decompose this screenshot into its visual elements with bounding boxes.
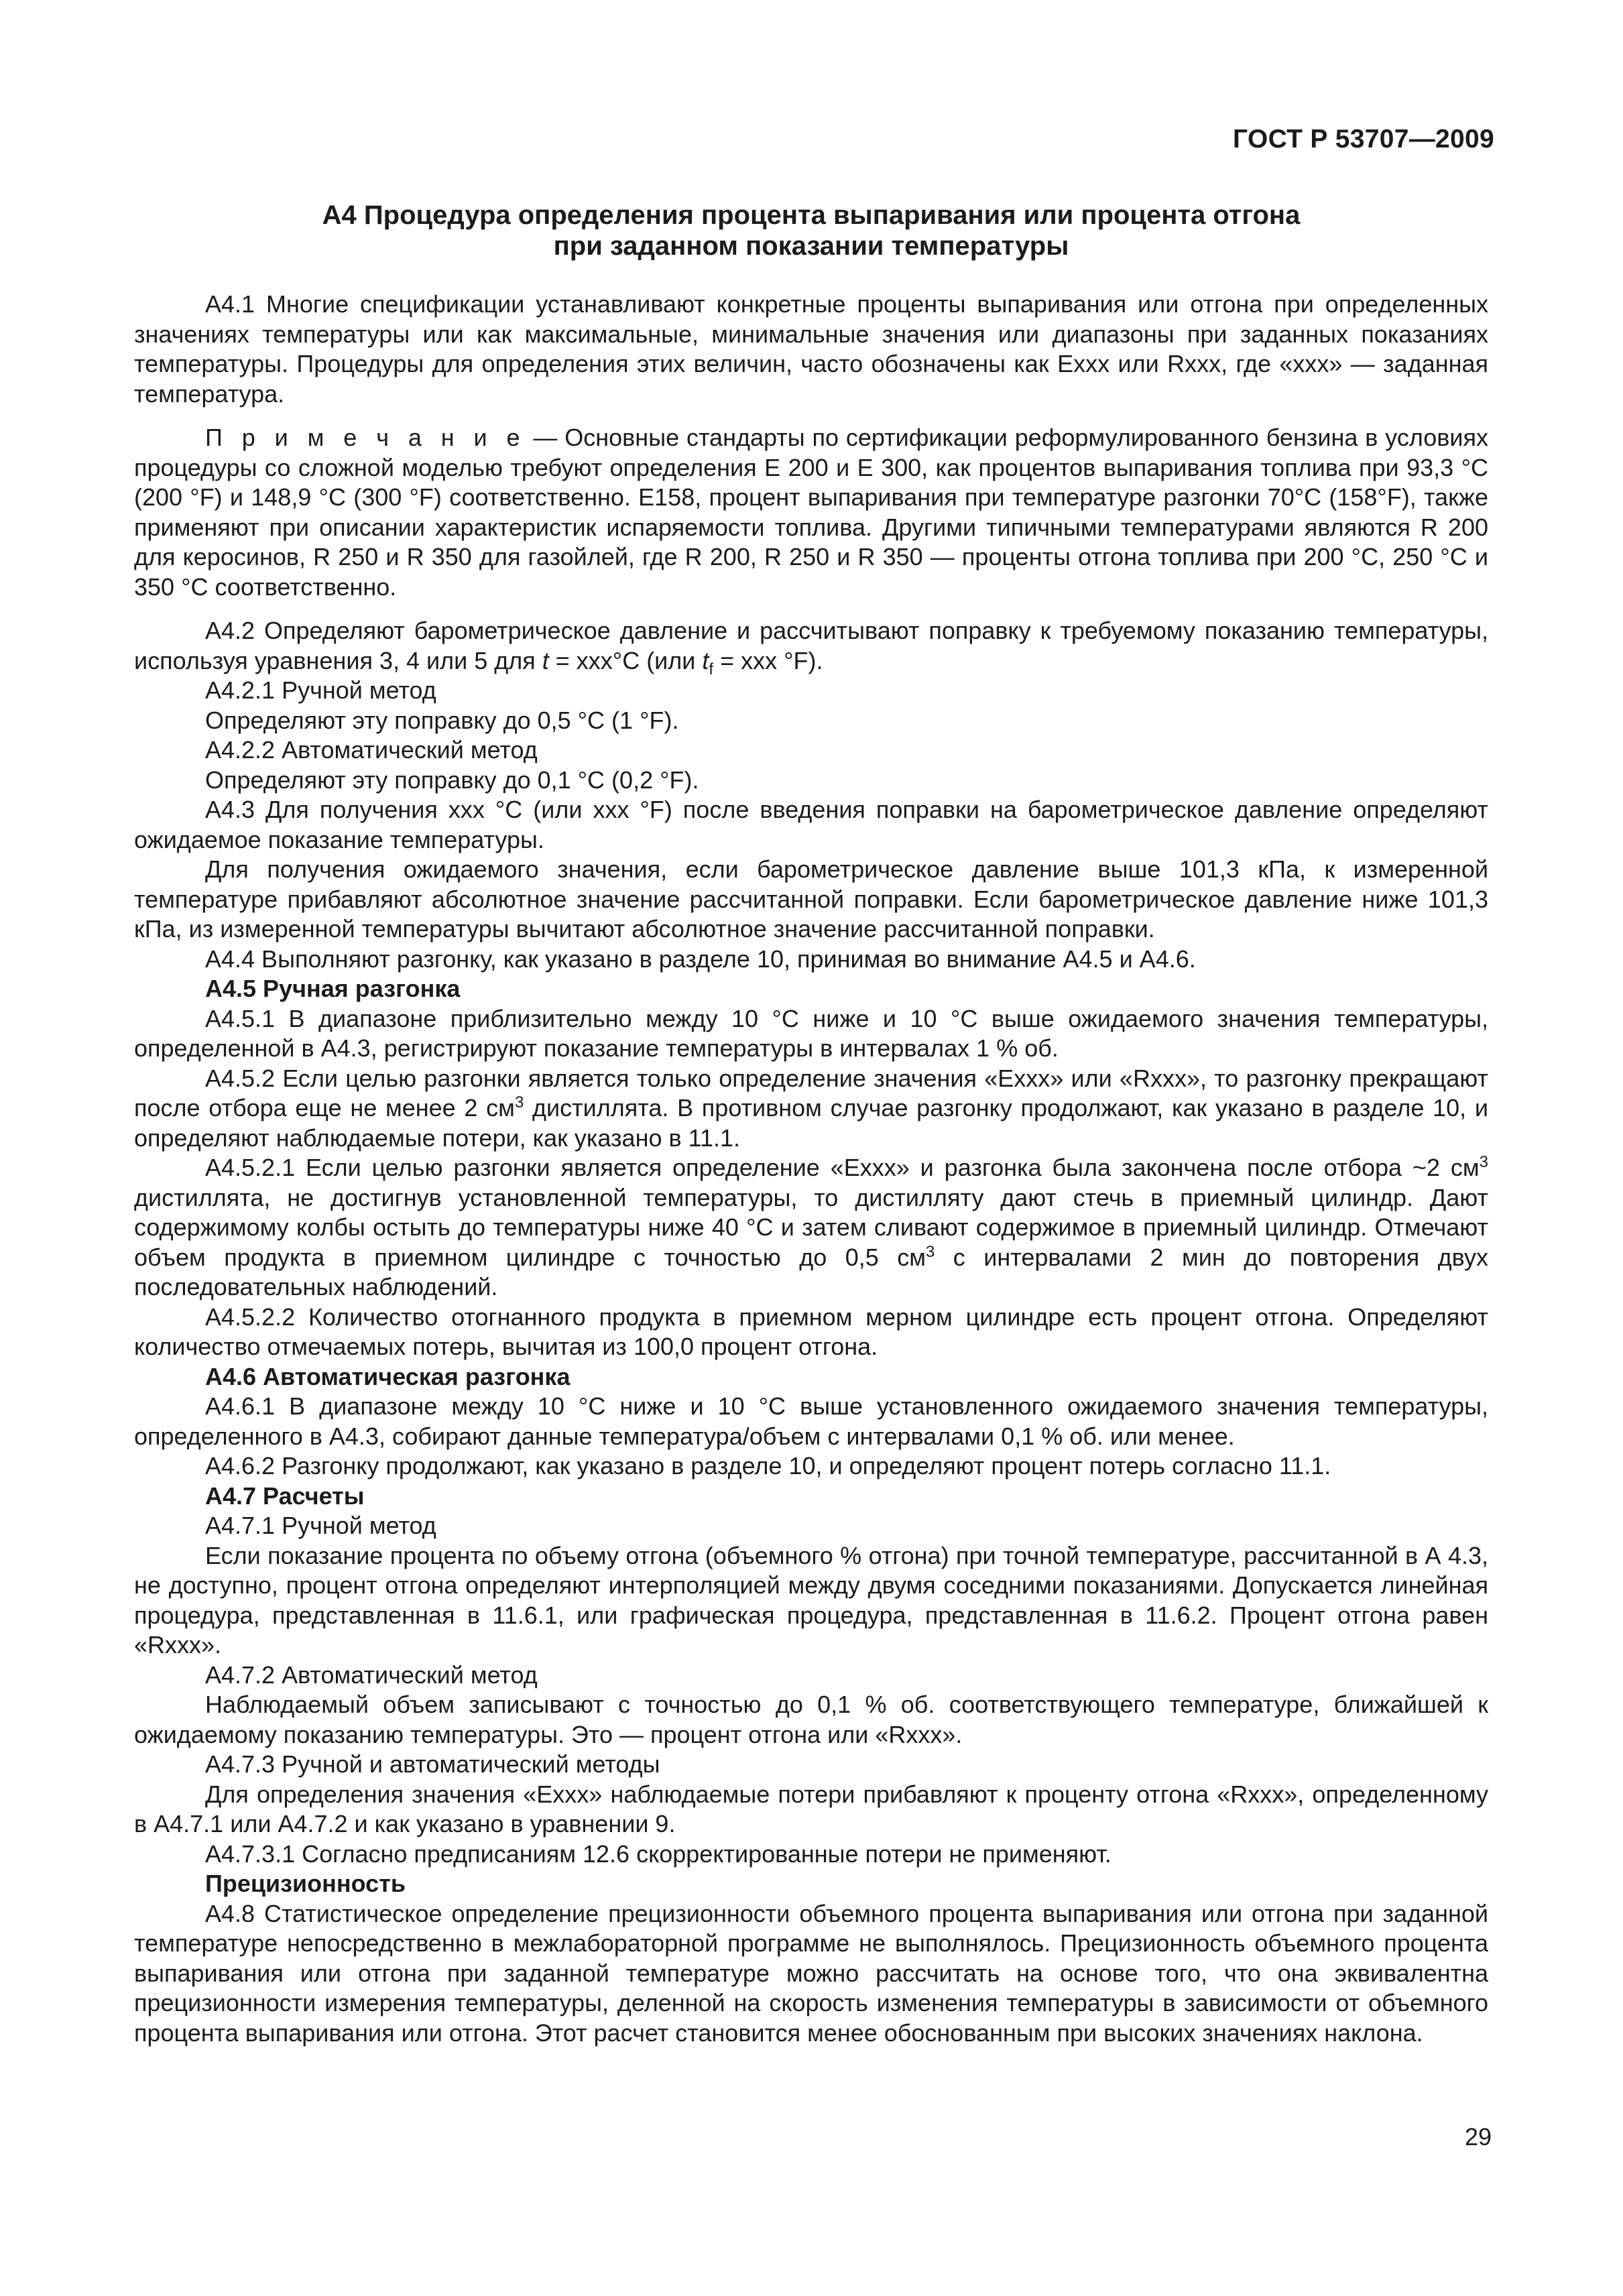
paragraph-a4-7-1: А4.7.1 Ручной метод xyxy=(205,1512,436,1539)
section-title-line-1: А4 Процедура определения процента выпаривания или процента отгона xyxy=(322,200,1301,230)
paragraph-a4-5-2-1 xyxy=(134,1153,1488,1303)
paragraph-a4-3-b: Для получения ожидаемого значения, если барометрическое давление выше 101,3 кПа, к измеренной температуре прибавляют абсолютное значение рассчитанной поправки. Если барометрическое давление ниже 101,3 кПа, из измеренной температуры вычитают абсолютное значение рассчитанной поправки. xyxy=(134,855,1488,943)
paragraph-a4-2-2-text: Определяют эту поправку до 0,1 °С (0,2 °F). xyxy=(205,766,699,794)
a4-2-text-2: = xxx°С (или xyxy=(548,646,703,674)
a4-2-var-tf-sub: f xyxy=(709,660,714,678)
heading-a4-5: А4.5 Ручная разгонка xyxy=(205,975,461,1002)
paragraph-a4-5-2-2: А4.5.2.2 Количество отогнанного продукта в приемном мерном цилиндре есть процент отгона. Определяют количество отмечаемых потерь, вычитая из 100,0 процент отгона. xyxy=(134,1303,1488,1360)
a4-5-2-sup: 3 xyxy=(514,1093,524,1111)
a4-2-text-3: = xxx °F). xyxy=(713,646,823,674)
paragraph-a4-7-1-text: Если показание процента по объему отгона (объемного % отгона) при точной температуре, рассчитанной в А 4.3, не доступно, процент отгона определяют интерполяцией между двумя соседними показаниями. Допускается линейная процедура, представленная в 11.6.1, или графическая процедура, представленная в 11.6.2. Процент отгона равен «Rxxx». xyxy=(134,1541,1488,1658)
note-text: — Основные стандарты по сертификации реформулированного бензина в условиях процедуры со сложной моделью требуют определения Е 200 и Е 300, как процентов выпаривания топлива при 93,3 °С (200 °F) и 148,9 °С (300 °F) соответственно. Е158, процент выпаривания при температуре разгонки 70°С (158°F), также применяют при описании характеристик испаряемости топлива. Другими типичными температурами являются R 200 для керосинов, R 250 и R 350 для газойлей, где R 200, R 250 и R 350 — проценты отгона топлива при 200 °С, 250 °С и 350 °С соответственно. xyxy=(134,424,1488,601)
document-id: ГОСТ Р 53707—2009 xyxy=(1233,125,1494,154)
a4-5-2-1-text-1: А4.5.2.1 Если целью разгонки является определение «Exxx» и разгонка была закончена после отбора ~2 см xyxy=(205,1154,1480,1181)
section-title-line-2: при заданном показании температуры xyxy=(553,231,1069,261)
a4-5-2-1-text-3: с интервалами 2 мин до повторения двух последовательных наблюдений. xyxy=(134,1243,1488,1301)
paragraph-a4-3: А4.3 Для получения xxx °С (или xxx °F) после введения поправки на барометрическое давление определяют ожидаемое показание температуры. xyxy=(134,796,1488,853)
body-text xyxy=(134,290,1488,2048)
a4-5-2-text-2: дистиллята. В противном случае разгонку продолжают, как указано в разделе 10, и определяют наблюдаемые потери, как указано в 11.1. xyxy=(134,1094,1488,1152)
a4-5-2-1-sup-1: 3 xyxy=(1479,1153,1488,1171)
paragraph-a4-8: А4.8 Статистическое определение прецизионности объемного процента выпаривания или отгона при заданной температуре непосредственно в межлабораторной программе не выполнялось. Прецизионность объемного процента выпаривания или отгона при заданной температуре можно рассчитать на основе того, что она эквивалентна прецизионности измерения температуры, деленной на скорость изменения температуры в зависимости от объемного процента выпаривания или отгона. Этот расчет становится менее обоснованным при высоких значениях наклона. xyxy=(134,1899,1488,2047)
paragraph-a4-7-3-text: Для определения значения «Exxx» наблюдаемые потери прибавляют к проценту отгона «Rxxx», определенному в А4.7.1 или А4.7.2 и как указано в уравнении 9. xyxy=(134,1780,1488,1837)
a4-2-var-t: t xyxy=(542,646,549,674)
paragraph-a4-5-2 xyxy=(134,1064,1488,1154)
paragraph-a4-6-1: А4.6.1 В диапазоне между 10 °С ниже и 10 °С выше установленного ожидаемого значения температуры, определенного в А4.3, собирают данные температура/объем с интервалами 0,1 % об. или менее. xyxy=(134,1392,1488,1450)
paragraph-a4-2-1: А4.2.1 Ручной метод xyxy=(205,676,436,704)
a4-5-2-1-text-2: дистиллята, не достигнув установленной температуры, то дистилляту дают стечь в приемный цилиндр. Дают содержимому колбы остыть до температуры ниже 40 °С и затем сливают содержимое в приемный цилиндр. Отмечают объем продукта в приемном цилиндре с точностью до 0,5 см xyxy=(134,1183,1488,1271)
a4-2-var-tf: t xyxy=(702,646,709,674)
section-title xyxy=(134,200,1488,261)
paragraph-a4-6-2: А4.6.2 Разгонку продолжают, как указано в разделе 10, и определяют процент потерь согласно 11.1. xyxy=(205,1452,1331,1479)
note-paragraph xyxy=(134,423,1488,602)
paragraph-a4-7-2-text: Наблюдаемый объем записывают с точностью до 0,1 % об. соответствующего температуре, ближайшей к ожидаемому показанию температуры. Это — процент отгона или «Rxxx». xyxy=(134,1691,1488,1748)
paragraph-a4-2-2: А4.2.2 Автоматический метод xyxy=(205,736,538,764)
paragraph-a4-2-1-text: Определяют эту поправку до 0,5 °С (1 °F). xyxy=(205,706,679,734)
heading-precision: Прецизионность xyxy=(205,1870,406,1897)
paragraph-a4-1: А4.1 Многие спецификации устанавливают конкретные проценты выпаривания или отгона при определенных значениях температуры или как максимальные, минимальные значения или диапазоны при заданных показаниях температуры. Процедуры для определения этих величин, часто обозначены как Exxx или Rxxx, где «xxx» — заданная температура. xyxy=(134,290,1488,408)
heading-a4-6: А4.6 Автоматическая разгонка xyxy=(205,1362,570,1390)
a4-5-2-1-sup-2: 3 xyxy=(925,1242,935,1261)
paragraph-a4-2 xyxy=(134,616,1488,676)
paragraph-a4-7-2: А4.7.2 Автоматический метод xyxy=(205,1660,538,1689)
paragraph-a4-7-3-1: А4.7.3.1 Согласно предписаниям 12.6 скорректированные потери не применяют. xyxy=(205,1839,1111,1868)
a4-5-2-text-1: А4.5.2 Если целью разгонки является только определение значения «Exxx» или «Rxxx», то разгонку прекращают после отбора еще не менее 2 см xyxy=(134,1064,1488,1122)
paragraph-a4-4: А4.4 Выполняют разгонку, как указано в разделе 10, принимая во внимание А4.5 и А4.6. xyxy=(205,945,1196,973)
a4-2-text-1: А4.2 Определяют барометрическое давление и рассчитывают поправку к требуемому показанию температуры, используя уравнения 3, 4 или 5 для xyxy=(134,617,1488,674)
paragraph-a4-5-1: А4.5.1 В диапазоне приблизительно между 10 °С ниже и 10 °С выше ожидаемого значения температуры, определенной в А4.3, регистрируют показание температуры в интервалах 1 % об. xyxy=(134,1004,1488,1062)
heading-a4-7: А4.7 Расчеты xyxy=(205,1482,365,1510)
note-label: П р и м е ч а н и е xyxy=(205,424,526,451)
page-number: 29 xyxy=(1464,2123,1492,2151)
paragraph-a4-7-3: А4.7.3 Ручной и автоматический методы xyxy=(205,1750,660,1778)
